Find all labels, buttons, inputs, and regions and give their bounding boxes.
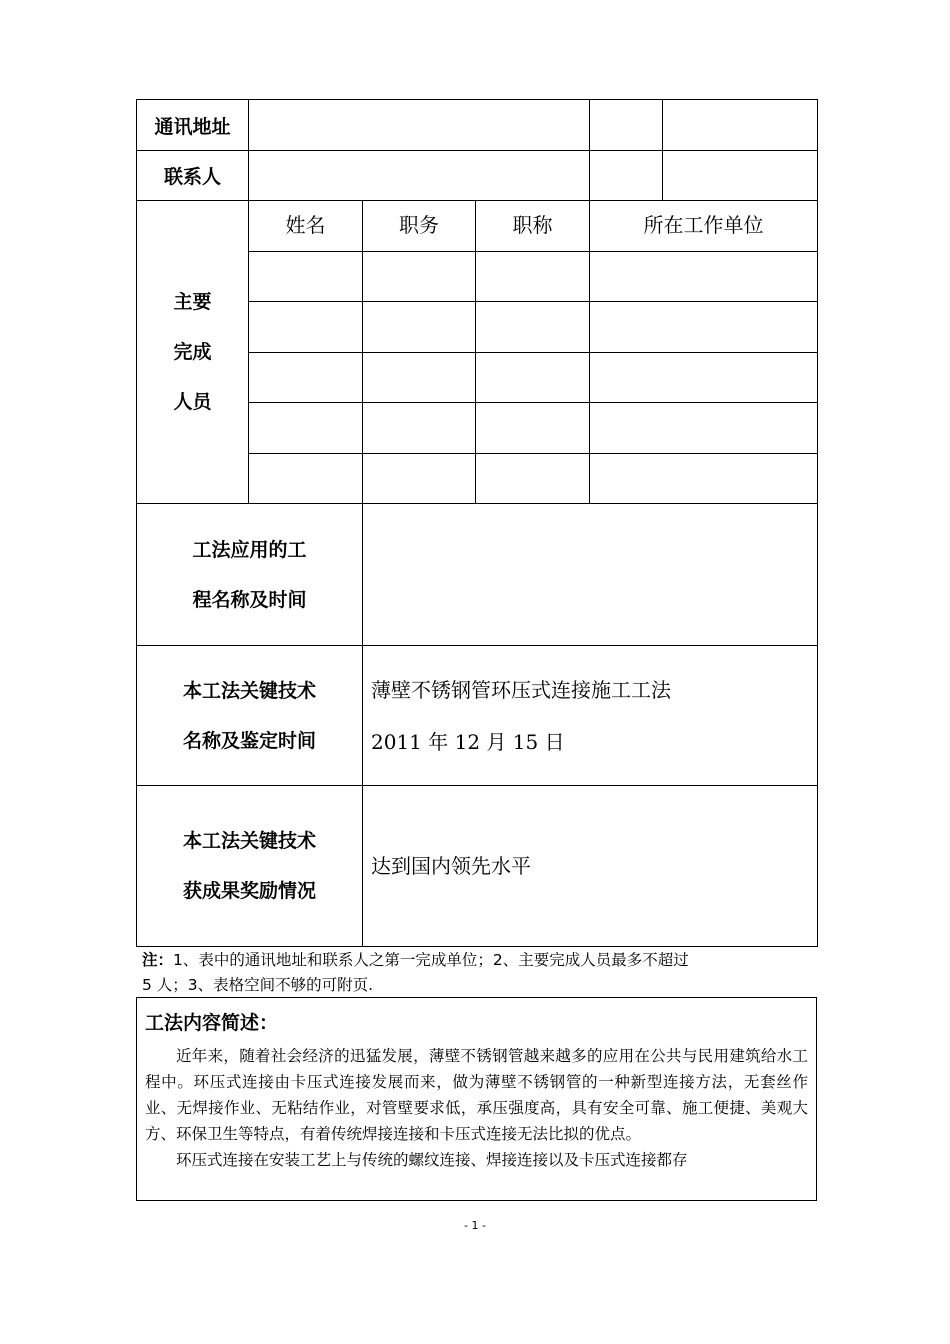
header-title: 职称: [476, 201, 590, 252]
award-label-line: 本工法关键技术: [182, 830, 316, 852]
address-value-cell: [249, 100, 590, 151]
members-label-line: 主要: [173, 291, 212, 313]
summary-paragraph-1: 近年来，随着社会经济的迅猛发展，薄壁不锈钢管越来越多的应用在公共与民用建筑给水工程中。环压式连接由卡压式连接发展而来，做为薄壁不锈钢管的一种新型连接方法，无套丝作业、无焊接作业、无粘结作业，对管壁要求低，承压强度高，具有安全可靠、施工便捷、美观大方、环保卫生等特点，有着传统焊接连接和卡压式连接无法比拟的优点。: [145, 1047, 808, 1143]
application-value-cell: [363, 504, 818, 646]
contact-value-cell: [249, 151, 590, 201]
note-line-1: 1、表中的通讯地址和联系人之第一完成单位；2、主要完成人员最多不超过: [173, 951, 689, 969]
header-workplace: 所在工作单位: [590, 201, 818, 252]
award-label: [137, 786, 363, 947]
key-tech-value: [363, 646, 818, 786]
contact-extra-cell-2: [663, 151, 818, 201]
summary-box: [136, 997, 817, 1201]
members-label-line: 人员: [173, 391, 212, 413]
award-label-line: 获成果奖励情况: [182, 880, 316, 902]
summary-title: 工法内容简述：: [145, 1012, 279, 1034]
form-note: [142, 948, 822, 998]
page-number: - 1 -: [464, 1219, 486, 1232]
contact-label: 联系人: [137, 151, 249, 201]
header-name: 姓名: [249, 201, 363, 252]
application-form-table: [136, 99, 818, 947]
address-label: 通讯地址: [137, 100, 249, 151]
application-label: [137, 504, 363, 646]
contact-extra-cell-1: [590, 151, 663, 201]
header-position: 职务: [363, 201, 476, 252]
address-extra-cell-2: [663, 100, 818, 151]
summary-paragraph-2: 环压式连接在安装工艺上与传统的螺纹连接、焊接连接以及卡压式连接都存: [176, 1151, 688, 1169]
note-prefix: 注：: [142, 951, 174, 969]
key-tech-label-line: 本工法关键技术: [182, 679, 316, 702]
members-label: [137, 201, 249, 504]
key-tech-label: [137, 646, 363, 786]
application-label-line: 工法应用的工: [192, 538, 307, 561]
application-label-line: 程名称及时间: [192, 588, 307, 611]
award-value: 达到国内领先水平: [363, 786, 818, 947]
key-tech-name: 薄壁不锈钢管环压式连接施工工法: [371, 677, 671, 702]
members-label-line: 完成: [173, 341, 212, 363]
note-line-2: 5 人；3、表格空间不够的可附页.: [142, 976, 374, 994]
key-tech-date: 2011 年 12 月 15 日: [371, 729, 565, 754]
address-extra-cell-1: [590, 100, 663, 151]
key-tech-label-line: 名称及鉴定时间: [182, 729, 316, 752]
